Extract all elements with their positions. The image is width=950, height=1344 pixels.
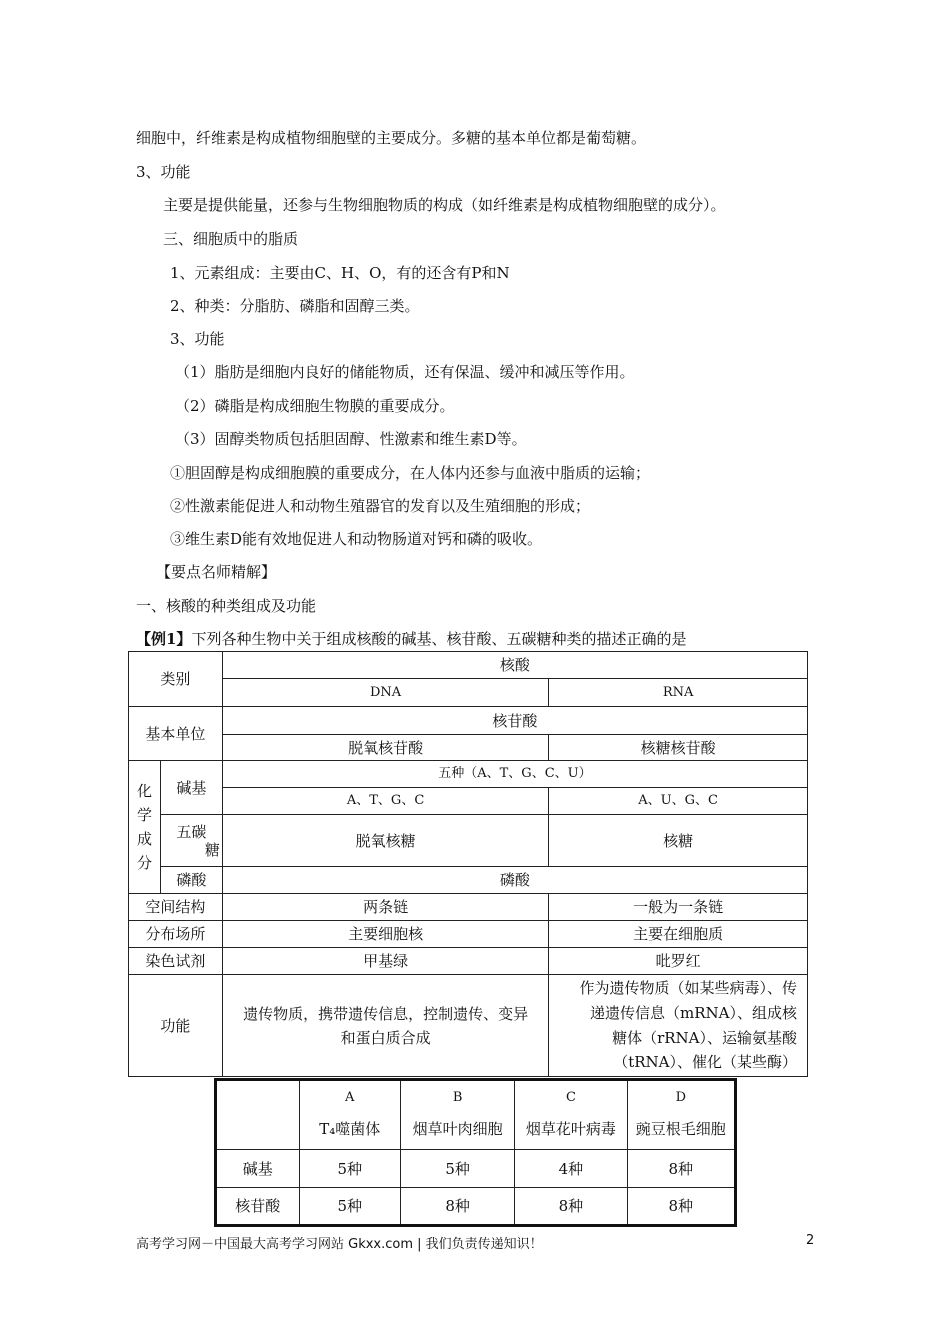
function-dna-line: 遗传物质，携带遗传信息，控制遗传、变异 [243, 1004, 529, 1023]
chem-char: 成 [136, 830, 152, 848]
cell-structure-rna: 一般为一条链 [549, 894, 808, 921]
table-cell: 8种 [400, 1188, 514, 1226]
example-question [136, 628, 686, 649]
function-rna-line: （tRNA）、催化（某些酶） [613, 1053, 797, 1072]
nucleic-acid-table [128, 651, 808, 1077]
section-heading: 一、核酸的种类组成及功能 [136, 597, 317, 615]
paragraph: （1）脂肪是细胞内良好的储能物质，还有保温、缓冲和减压等作用。 [175, 363, 635, 381]
paragraph: 1、元素组成：主要由C、H、O，有的还含有P和N [170, 264, 510, 282]
options-table [214, 1078, 737, 1227]
option-letter: D [675, 1090, 686, 1106]
paragraph: ③维生素D能有效地促进人和动物肠道对钙和磷的吸收。 [170, 530, 543, 548]
row-label: 碱基 [216, 1150, 300, 1188]
paragraph: ①胆固醇是构成细胞膜的重要成分，在人体内还参与血液中脂质的运输； [170, 464, 651, 482]
cell-nucleotide: 核苷酸 [222, 707, 807, 735]
paragraph: 3、功能 [136, 163, 191, 181]
paragraph: ②性激素能促进人和动物生殖器官的发育以及生殖细胞的形成； [170, 497, 591, 515]
row-label-structure: 空间结构 [129, 894, 223, 921]
function-rna-line: 递遗传信息（mRNA）、组成核 [590, 1003, 797, 1022]
cell-location-dna: 主要细胞核 [222, 921, 548, 948]
row-label-pentose [160, 815, 222, 867]
cell-sugar-dna: 脱氧核糖 [222, 815, 548, 867]
cell-sugar-rna: 核糖 [549, 815, 808, 867]
pentose-line-1: 五碳 [176, 822, 207, 841]
cell-base-all: 五种（A、T、G、C、U） [222, 761, 807, 788]
option-header-d [627, 1080, 735, 1150]
paragraph: 3、功能 [170, 330, 225, 348]
cell-structure-dna: 两条链 [222, 894, 548, 921]
table-row [216, 1188, 736, 1226]
paragraph: （2）磷脂是构成细胞生物膜的重要成分。 [175, 397, 455, 415]
function-rna-line: 糖体（rRNA）、运输氨基酸 [612, 1028, 797, 1047]
row-label-base: 碱基 [160, 761, 222, 815]
header-nucleic-acid: 核酸 [222, 652, 807, 679]
table-cell: 4种 [515, 1150, 627, 1188]
table-cell: 8种 [515, 1188, 627, 1226]
pentose-line-2: 糖 [204, 840, 220, 859]
example-text: 下列各种生物中关于组成核酸的碱基、核苷酸、五碳糖种类的描述正确的是 [191, 630, 687, 648]
cell-dna-unit: 脱氧核苷酸 [222, 735, 548, 761]
chem-char: 分 [136, 854, 152, 872]
table-cell: 5种 [400, 1150, 514, 1188]
table-cell: 8种 [627, 1188, 735, 1226]
table-cell: 5种 [299, 1150, 400, 1188]
chem-char: 化 [136, 782, 152, 800]
section-heading: 【要点名师精解】 [156, 563, 277, 581]
organism-name: 烟草叶肉细胞 [412, 1119, 503, 1138]
page-number: 2 [806, 1233, 815, 1248]
option-letter: A [345, 1090, 355, 1106]
chem-char: 学 [136, 806, 152, 824]
row-label-function: 功能 [129, 975, 223, 1077]
header-rna: RNA [549, 679, 808, 707]
example-tag: 【例1】 [136, 630, 192, 648]
option-letter: C [565, 1090, 576, 1106]
function-dna-line: 和蛋白质合成 [340, 1028, 431, 1047]
cell-function-dna [222, 975, 548, 1077]
cell-phosphate: 磷酸 [222, 867, 807, 894]
table-row [216, 1150, 736, 1188]
paragraph: 细胞中，纤维素是构成植物细胞壁的主要成分。多糖的基本单位都是葡萄糖。 [136, 129, 647, 147]
paragraph: 主要是提供能量，还参与生物细胞物质的构成（如纤维素是构成植物细胞壁的成分）。 [163, 196, 726, 214]
header-dna: DNA [222, 679, 548, 707]
cell-stain-rna: 吡罗红 [549, 948, 808, 975]
cell-base-rna: A、U、G、C [549, 788, 808, 815]
row-label-location: 分布场所 [129, 921, 223, 948]
table-cell: 5种 [299, 1188, 400, 1226]
corner-cell [216, 1080, 300, 1150]
paragraph: 2、种类：分脂肪、磷脂和固醇三类。 [170, 297, 420, 315]
cell-function-rna [549, 975, 808, 1077]
option-letter: B [452, 1090, 463, 1106]
row-label-chemical-components [129, 761, 161, 894]
cell-rna-unit: 核糖核苷酸 [549, 735, 808, 761]
organism-name: 豌豆根毛细胞 [635, 1119, 726, 1138]
row-label: 核苷酸 [216, 1188, 300, 1226]
cell-stain-dna: 甲基绿 [222, 948, 548, 975]
option-header-b [400, 1080, 514, 1150]
option-header-c [515, 1080, 627, 1150]
row-label-basic-unit: 基本单位 [129, 707, 223, 761]
organism-name: 烟草花叶病毒 [525, 1119, 616, 1138]
option-header-a [299, 1080, 400, 1150]
cell-location-rna: 主要在细胞质 [549, 921, 808, 948]
header-category: 类别 [129, 652, 223, 707]
cell-base-dna: A、T、G、C [222, 788, 548, 815]
paragraph: （3）固醇类物质包括胆固醇、性激素和维生素D等。 [175, 430, 527, 448]
row-label-stain: 染色试剂 [129, 948, 223, 975]
table-cell: 8种 [627, 1150, 735, 1188]
section-heading: 三、细胞质中的脂质 [163, 230, 299, 248]
organism-name: T₄噬菌体 [319, 1119, 381, 1138]
function-rna-line: 作为遗传物质（如某些病毒）、传 [579, 979, 797, 997]
row-label-phosphate: 磷酸 [160, 867, 222, 894]
page-footer: 高考学习网－中国最大高考学习网站 Gkxx.com | 我们负责传递知识！ [136, 1237, 543, 1252]
